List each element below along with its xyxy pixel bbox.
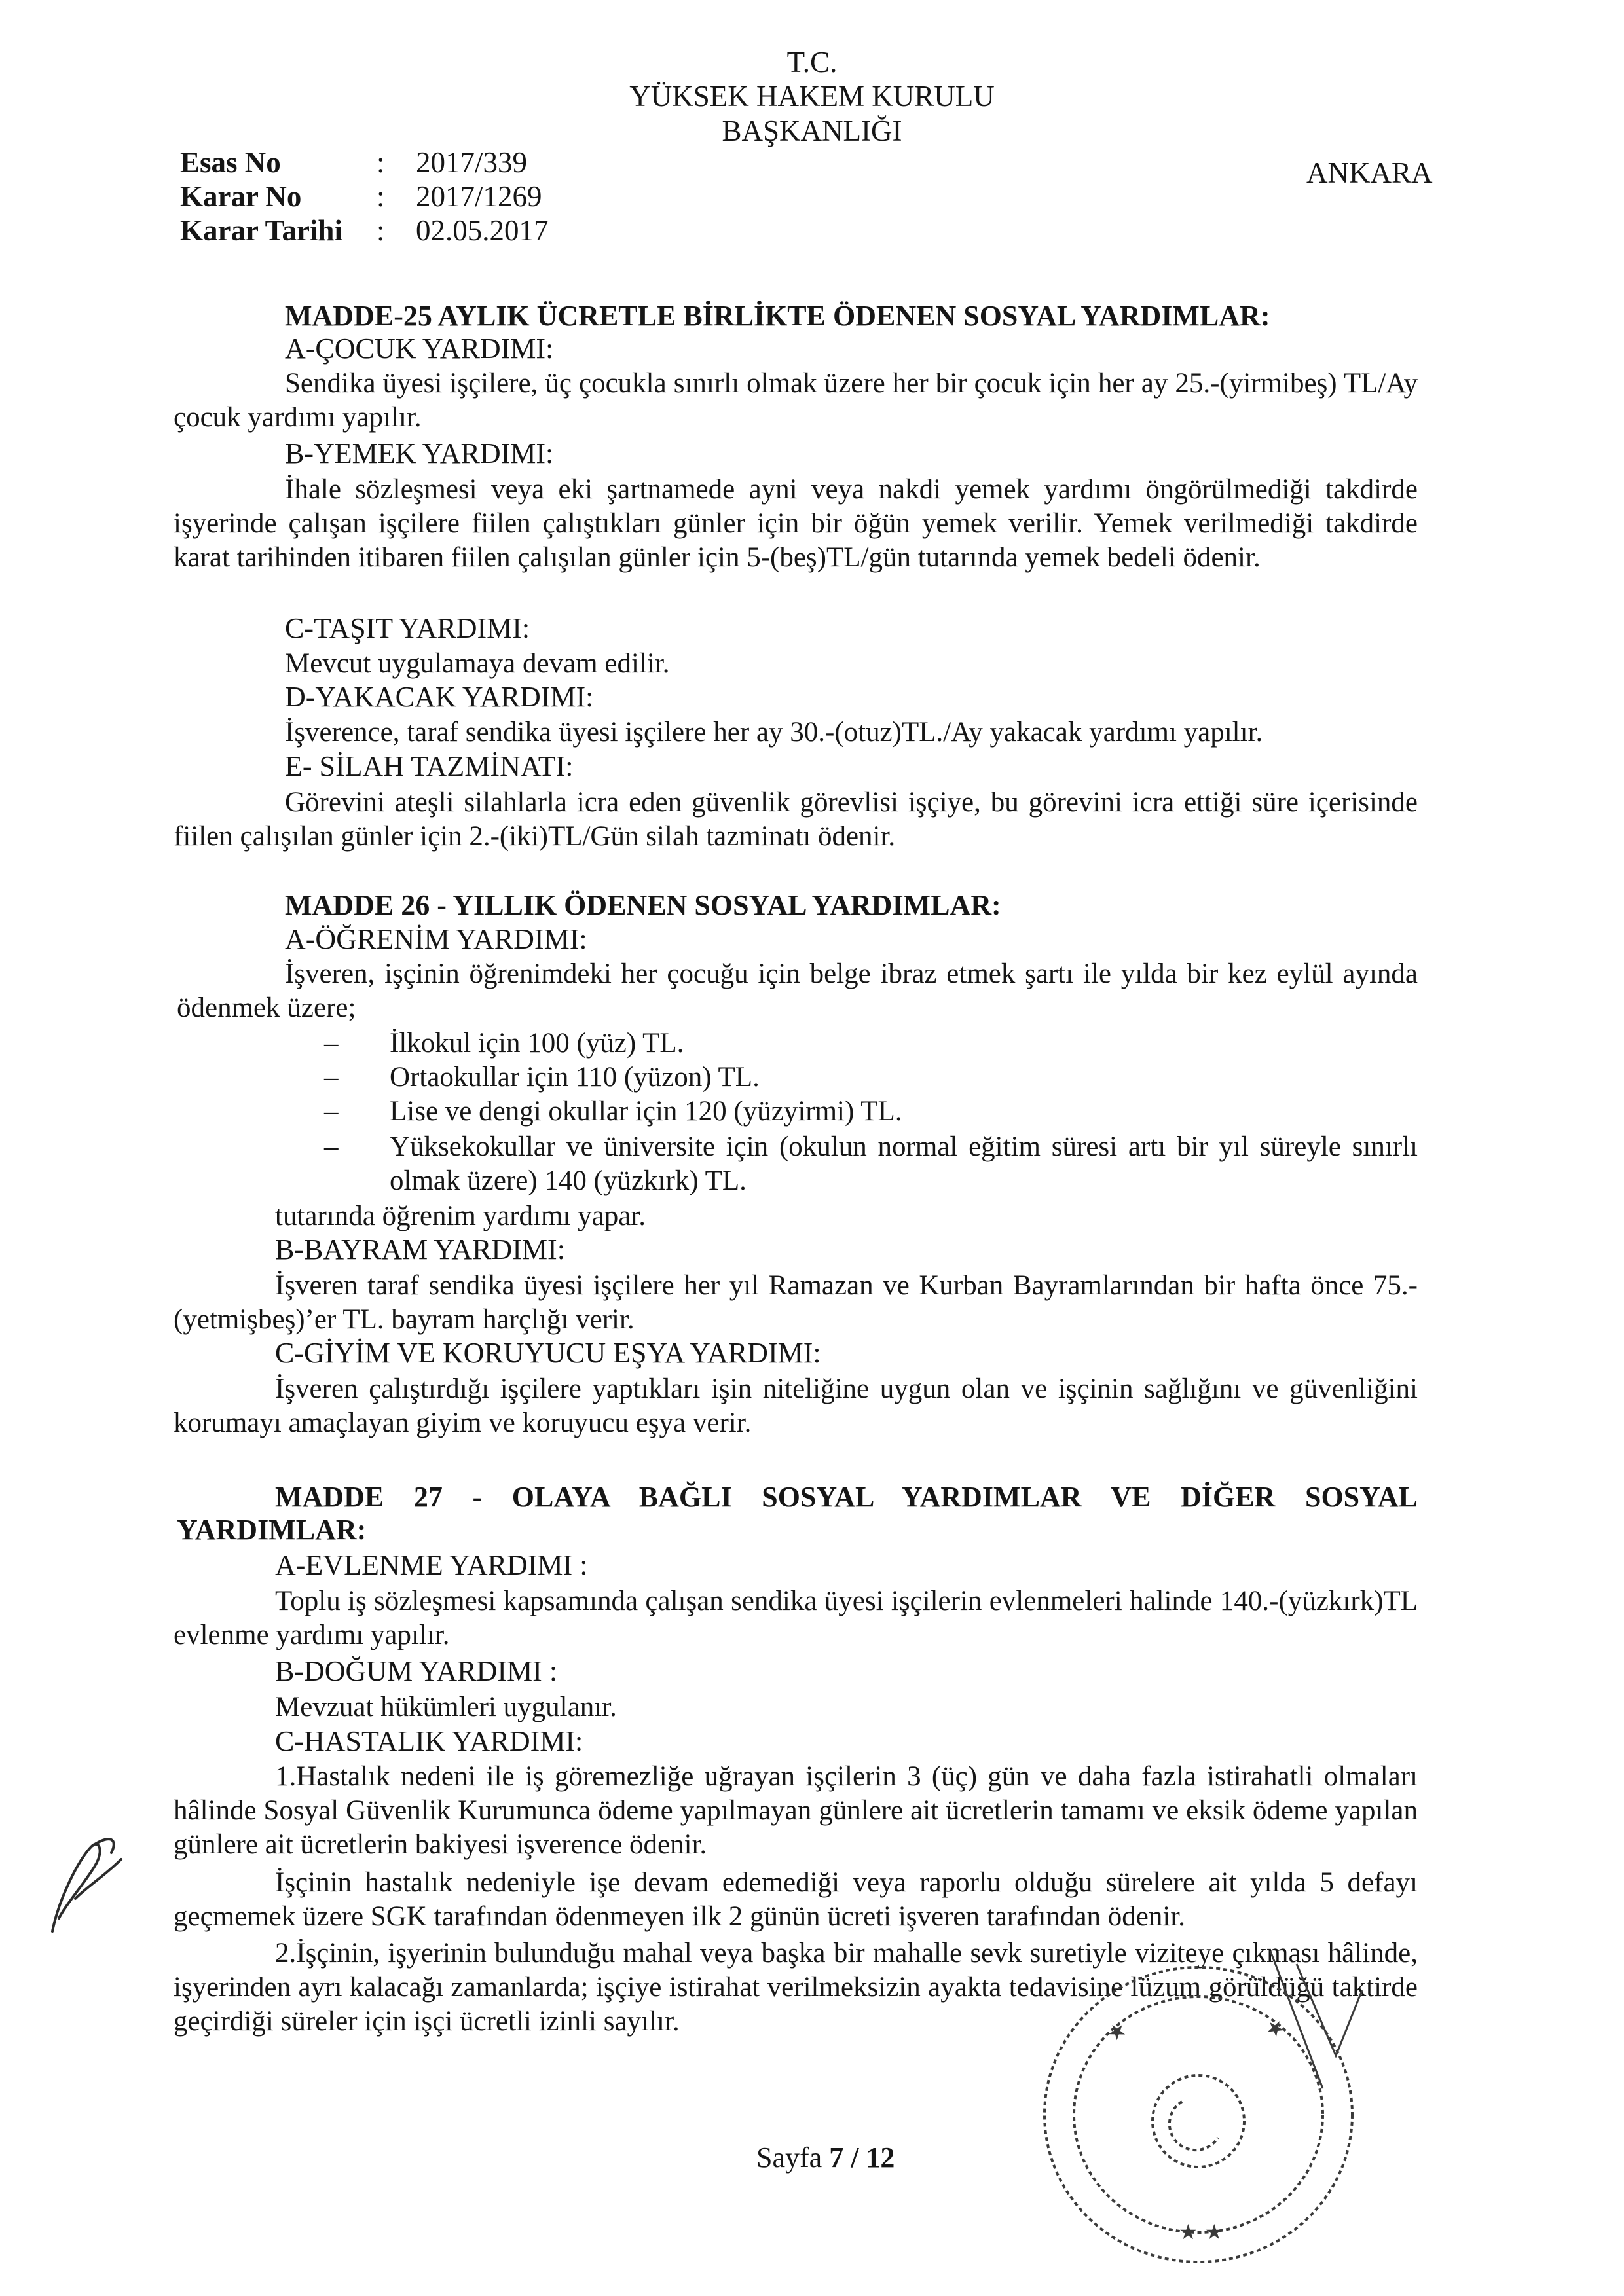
madde27-a-title: A-EVLENME YARDIMI :	[275, 1549, 588, 1581]
madde26-a-title: A-ÖĞRENİM YARDIMI:	[285, 923, 587, 955]
meta-karar-no: Karar No : 2017/1269	[180, 180, 542, 213]
svg-text:★: ★	[1261, 2013, 1290, 2044]
madde25-d-title: D-YAKACAK YARDIMI:	[285, 681, 594, 713]
madde26-a-tail: tutarında öğrenim yardımı yapar.	[275, 1201, 646, 1231]
svg-text:★ ★: ★ ★	[1179, 2219, 1224, 2244]
svg-text:★: ★	[1101, 2015, 1132, 2047]
madde27-c-p3: 2.İşçinin, işyerinin bulunduğu mahal veya başka bir mahalle sevk suretiyle viziteye çıkması hâlinde, işyerinden ayrı kalacağı zamanlarda; işçiye istirahat verilmeksizin ayakta tedavisine lüzum görüldüğü taktirde geçirdiği süreler için işçi ücretli izinli sayılır.	[174, 1938, 1418, 2037]
list-item: – Ortaokullar için 110 (yüzon) TL.	[324, 1061, 1418, 1095]
madde25-e-text: Görevini ateşli silahlarla icra eden güvenlik görevlisi işçiye, bu görevini icra ettiği süre içerisinde fiilen çalışılan günler için 2.-(iki)TL/Gün silah tazminatı ödenir.	[174, 787, 1418, 852]
madde25-b-text: İhale sözleşmesi veya eki şartnamede ayni veya nakdi yemek yardımı öngörülmediği takdirde işyerinde çalışan işçilere fiilen çalıştıkları günler için bir öğün yemek verilir. Yemek verilmediği takdirde karat tarihinden itibaren fiilen çalışılan günler için 5-(beş)TL/gün tutarında yemek bedeli ödenir.	[174, 474, 1418, 573]
madde26-c-text: İşveren çalıştırdığı işçilere yaptıkları işin niteliğine uygun olan ve işçinin sağlığını ve güvenliğini korumayı amaçlayan giyim ve koruyucu eşya verir.	[174, 1374, 1418, 1438]
madde26-b-text: İşveren taraf sendika üyesi işçilere her yıl Ramazan ve Kurban Bayramlarından bir hafta önce 75.-(yetmişbeş)’er TL. bayram harçlığı verir.	[174, 1270, 1418, 1335]
madde27-b-title: B-DOĞUM YARDIMI :	[275, 1655, 558, 1687]
madde27-a-text: Toplu iş sözleşmesi kapsamında çalışan sendika üyesi işçilerin evlenmeleri halinde 140.-(yüzkırk)TL evlenme yardımı yapılır.	[174, 1586, 1418, 1650]
madde25-a-title: A-ÇOCUK YARDIMI:	[285, 333, 554, 365]
meta-karar-tarihi: Karar Tarihi : 02.05.2017	[180, 214, 549, 247]
header-institution: YÜKSEK HAKEM KURULU	[629, 80, 995, 113]
madde25-d-text: İşverence, taraf sendika üyesi işçilere her ay 30.-(otuz)TL./Ay yakacak yardımı yapılır.	[285, 717, 1263, 748]
madde26-title: MADDE 26 - YILLIK ÖDENEN SOSYAL YARDIMLAR:	[285, 889, 1001, 921]
list-item: – Yüksekokullar ve üniversite için (okulun normal eğitim süresi artı bir yıl süreyle sınırlı olmak üzere) 140 (yüzkırk) TL.	[324, 1130, 1418, 1198]
madde27-title: MADDE 27 - OLAYA BAĞLI SOSYAL YARDIMLAR VE DİĞER SOSYAL YARDIMLAR:	[177, 1481, 1418, 1546]
list-item: – Lise ve dengi okullar için 120 (yüzyirmi) TL.	[324, 1095, 1418, 1129]
signature-icon	[13, 1820, 144, 1951]
madde25-e-title: E- SİLAH TAZMİNATI:	[285, 750, 574, 782]
madde25-c-title: C-TAŞIT YARDIMI:	[285, 612, 530, 644]
page-number: Sayfa 7 / 12	[756, 2141, 895, 2174]
meta-esas-no: Esas No : 2017/339	[180, 146, 528, 179]
madde26-b-title: B-BAYRAM YARDIMI:	[275, 1233, 565, 1266]
madde27-c-p1: 1.Hastalık nedeni ile iş göremezliğe uğrayan işçilerin 3 (üç) gün ve daha fazla istirahatli olmaları hâlinde Sosyal Güvenlik Kurumunca ödeme yapılmayan günlere ait ücretlerin tamamı ve eksik ödeme yapılan günlere ait ücretlerin bakiyesi işverence ödenir.	[174, 1761, 1418, 1860]
meta-block	[180, 145, 549, 247]
madde26-c-title: C-GİYİM VE KORUYUCU EŞYA YARDIMI:	[275, 1337, 821, 1369]
madde25-b-title: B-YEMEK YARDIMI:	[285, 437, 554, 469]
list-item: – İlkokul için 100 (yüz) TL.	[324, 1027, 1418, 1061]
madde25-title: MADDE-25 AYLIK ÜCRETLE BİRLİKTE ÖDENEN SOSYAL YARDIMLAR:	[285, 300, 1270, 332]
header-city: ANKARA	[1306, 156, 1433, 189]
header-tc: T.C.	[786, 46, 838, 79]
madde26-a-text: İşveren, işçinin öğrenimdeki her çocuğu için belge ibraz etmek şartı ile yılda bir kez eylül ayında ödenmek üzere;	[177, 958, 1418, 1023]
official-stamp-icon	[1022, 1951, 1388, 2278]
madde25-c-text: Mevcut uygulamaya devam edilir.	[285, 648, 670, 679]
madde25-a-text: Sendika üyesi işçilere, üç çocukla sınırlı olmak üzere her bir çocuk için her ay 25.-(yirmibeş) TL/Ay çocuk yardımı yapılır.	[174, 368, 1418, 433]
madde26-a-list	[324, 1027, 1418, 1198]
madde27-c-title: C-HASTALIK YARDIMI:	[275, 1725, 583, 1757]
madde27-c-p2: İşçinin hastalık nedeniyle işe devam edemediği veya raporlu olduğu sürelere ait yılda 5 defayı geçmemek üzere SGK tarafından ödenmeyen ilk 2 günün ücreti işveren tarafından ödenir.	[174, 1867, 1418, 1932]
header-department: BAŞKANLIĞI	[722, 115, 902, 147]
madde27-b-text: Mevzuat hükümleri uygulanır.	[275, 1692, 617, 1722]
